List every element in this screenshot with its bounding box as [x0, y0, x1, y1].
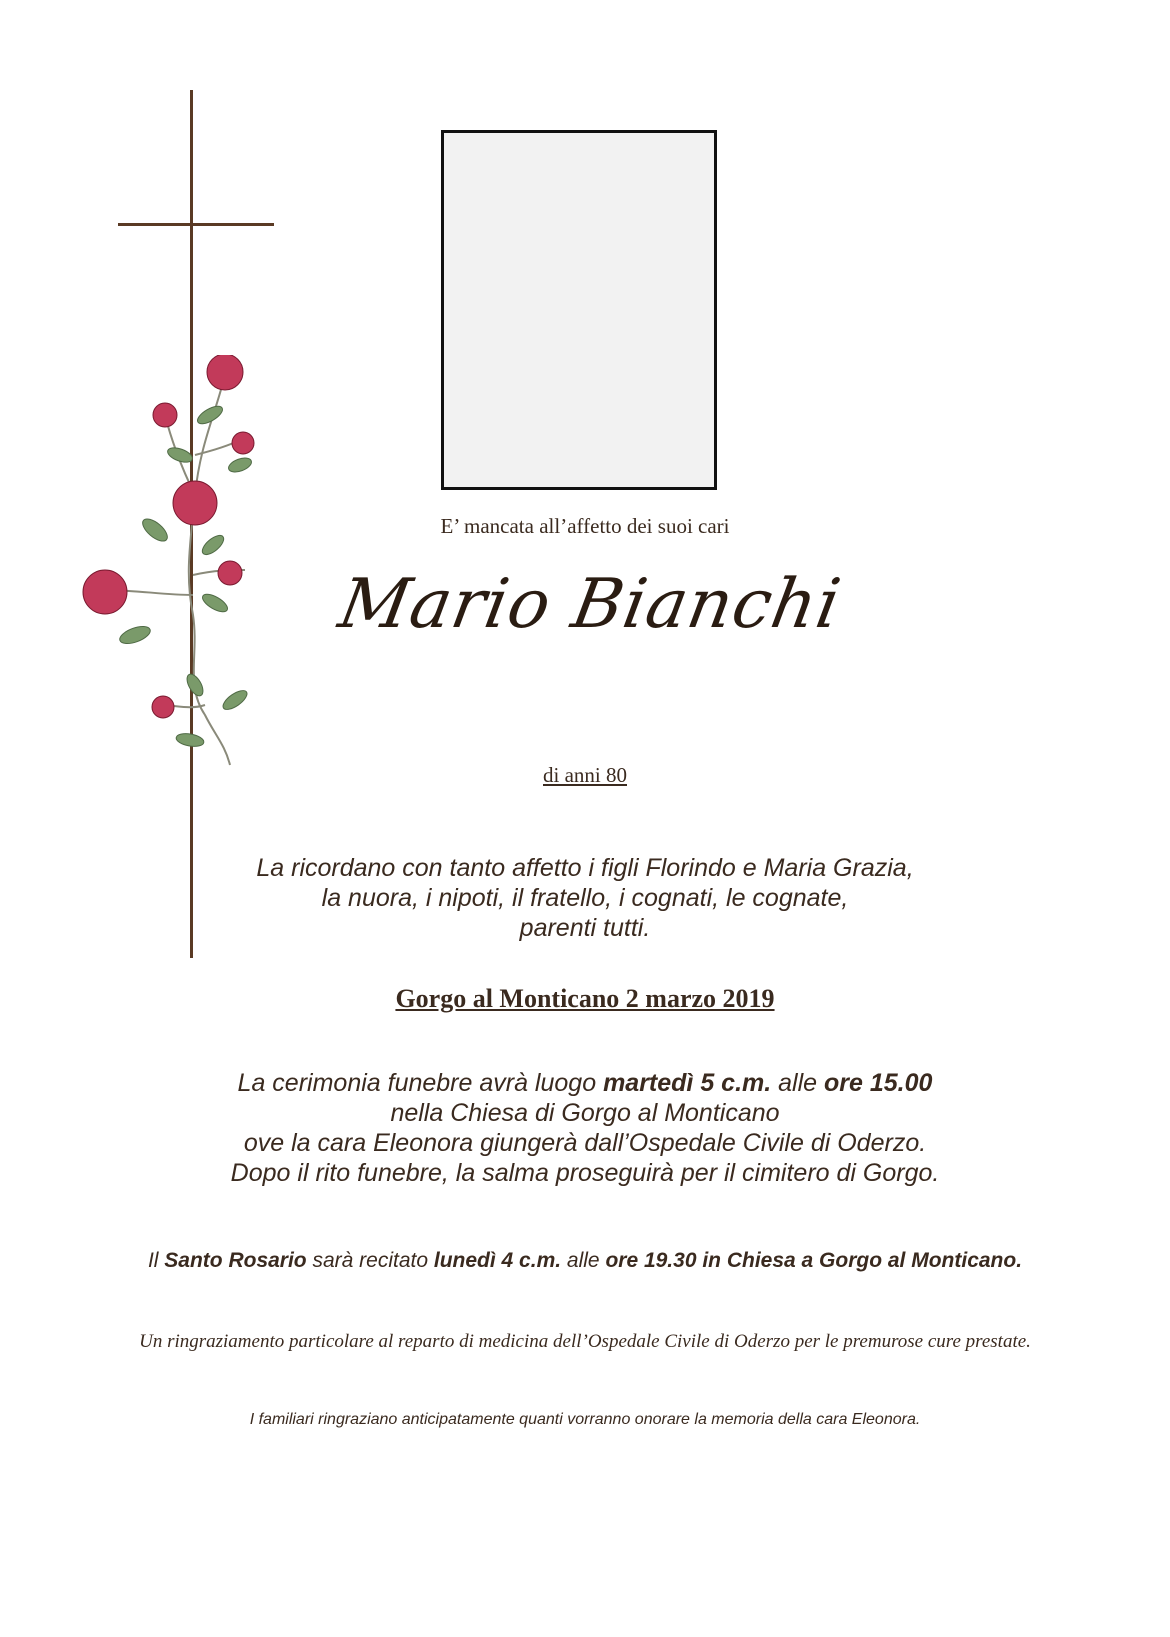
family-line-2: la nuora, i nipoti, il fratello, i cognati, le cognate, — [321, 884, 849, 912]
ceremony-line-1 — [0, 1068, 1170, 1098]
ceremony-line-3: ove la cara Eleonora giungerà dall’Ospedale Civile di Oderzo. — [243, 1129, 927, 1157]
roses-illustration — [75, 355, 275, 785]
rosary-text: alle — [561, 1249, 606, 1272]
intro-text: E’ mancata all’affetto dei suoi cari — [440, 514, 730, 538]
deceased-name: Mario Bianchi — [333, 565, 847, 644]
rosary-info — [0, 1249, 1170, 1273]
ceremony-time: ore 15.00 — [824, 1069, 933, 1097]
ceremony-line-2: nella Chiesa di Gorgo al Monticano — [390, 1099, 780, 1127]
ceremony-line-4: Dopo il rito funebre, la salma proseguirà per il cimitero di Gorgo. — [230, 1159, 940, 1187]
family-thanks: I familiari ringraziano anticipatamente quanti vorranno onorare la memoria della cara Eleonora. — [249, 1411, 921, 1428]
rosary-date: lunedì 4 c.m. — [433, 1249, 562, 1272]
ceremony-date: martedì 5 c.m. — [603, 1069, 772, 1097]
family-message — [0, 853, 1170, 943]
hospital-thanks: Un ringraziamento particolare al reparto di medicina dell’Ospedale Civile di Oderzo per le premurose cure prestate. — [139, 1331, 1031, 1352]
rosary-text: Il — [147, 1249, 165, 1272]
rosary-time-place: ore 19.30 in Chiesa a Gorgo al Monticano. — [605, 1249, 1023, 1272]
rosary-title: Santo Rosario — [164, 1249, 307, 1272]
ceremony-details — [0, 1068, 1170, 1188]
cross-horizontal-bar — [118, 223, 274, 226]
rosary-text: sarà recitato — [306, 1249, 434, 1272]
ceremony-text: alle — [771, 1069, 825, 1097]
photo-frame — [441, 130, 717, 490]
age-text: di anni 80 — [543, 763, 627, 787]
ceremony-text: La cerimonia funebre avrà luogo — [237, 1069, 604, 1097]
family-line-1: La ricordano con tanto affetto i figli Florindo e Maria Grazia, — [256, 854, 914, 882]
place-date: Gorgo al Monticano 2 marzo 2019 — [395, 984, 775, 1013]
family-line-3: parenti tutti. — [519, 914, 651, 942]
